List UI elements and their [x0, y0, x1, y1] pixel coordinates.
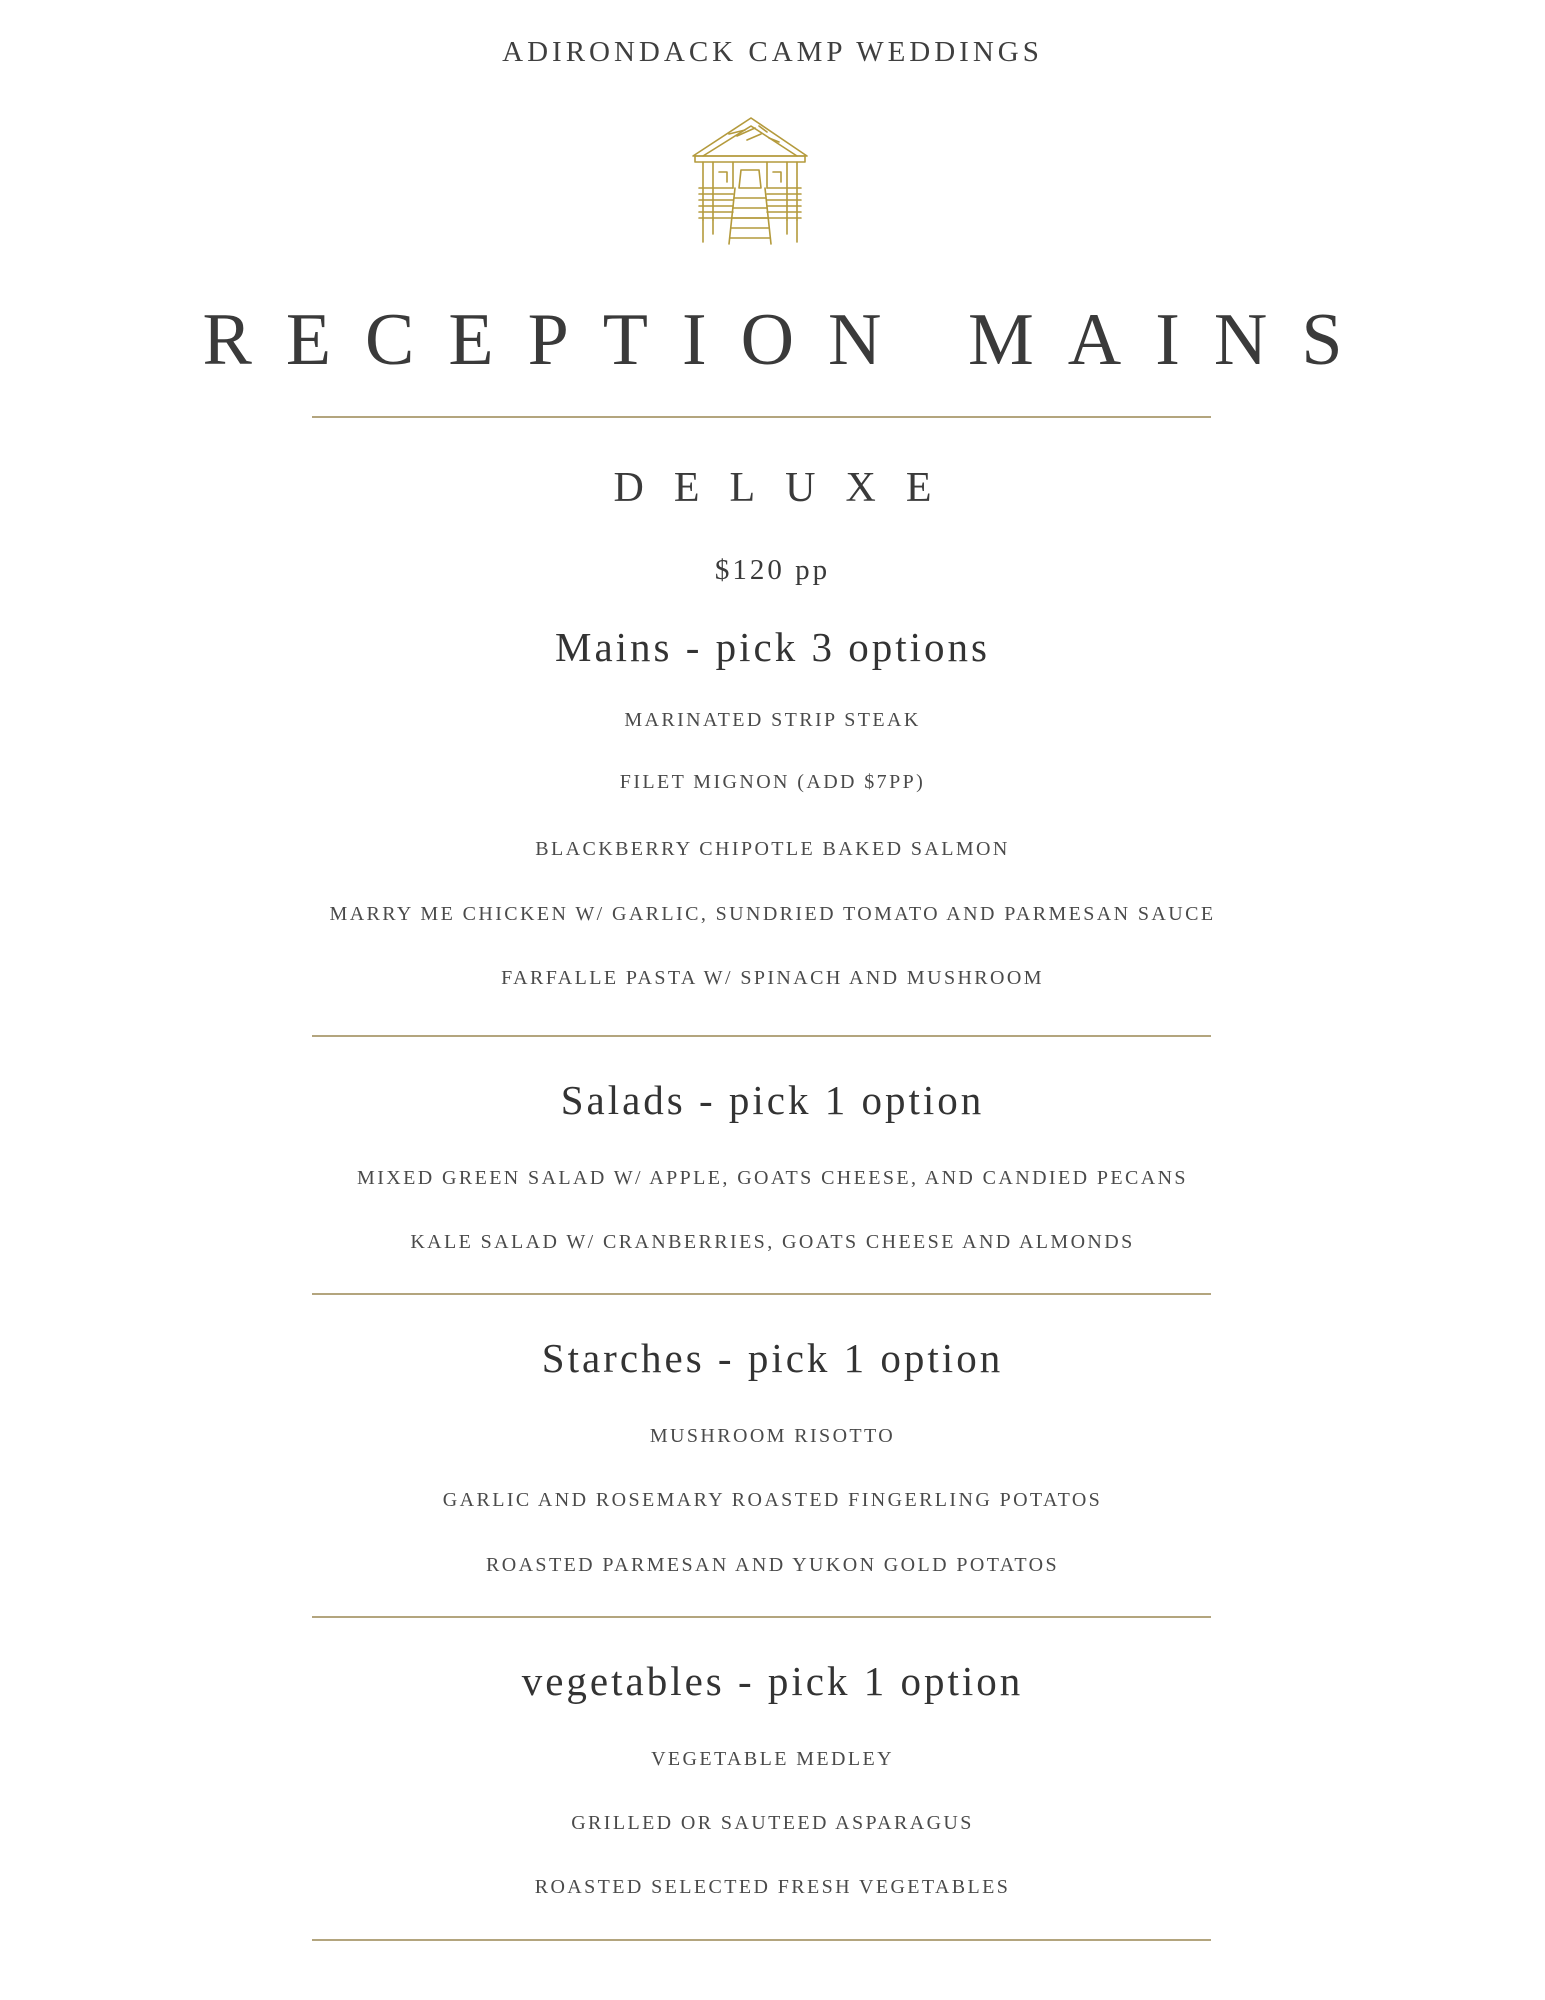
page-title: RECEPTION MAINS: [202, 299, 1377, 381]
list-item: FARFALLE PASTA W/ SPINACH AND MUSHROOM: [501, 967, 1044, 989]
section-title-vegetables: vegetables - pick 1 option: [521, 1658, 1024, 1704]
package-tier: DELUXE: [613, 465, 962, 511]
section-title-starches: Starches - pick 1 option: [541, 1335, 1004, 1381]
list-item: MARRY ME CHICKEN W/ GARLIC, SUNDRIED TOMATO AND PARMESAN SAUCE: [329, 903, 1216, 925]
gazebo-logo-icon: [689, 112, 811, 246]
list-item: VEGETABLE MEDLEY: [651, 1748, 894, 1770]
section-title-salads: Salads - pick 1 option: [560, 1077, 985, 1123]
brand-name: ADIRONDACK CAMP WEDDINGS: [502, 36, 1043, 68]
package-price: $120 pp: [714, 554, 831, 586]
list-item: KALE SALAD W/ CRANBERRIES, GOATS CHEESE AND ALMONDS: [410, 1231, 1135, 1253]
list-item: MUSHROOM RISOTTO: [649, 1425, 896, 1447]
divider: [312, 1035, 1211, 1037]
list-item: GARLIC AND ROSEMARY ROASTED FINGERLING POTATOS: [442, 1489, 1103, 1511]
list-item: GRILLED OR SAUTEED ASPARAGUS: [571, 1812, 974, 1834]
list-item: ROASTED PARMESAN AND YUKON GOLD POTATOS: [486, 1554, 1059, 1576]
list-item: MARINATED STRIP STEAK: [624, 709, 921, 731]
divider: [312, 416, 1211, 418]
list-item: BLACKBERRY CHIPOTLE BAKED SALMON: [535, 838, 1010, 860]
list-item: ROASTED SELECTED FRESH VEGETABLES: [534, 1876, 1011, 1898]
list-item: MIXED GREEN SALAD W/ APPLE, GOATS CHEESE, AND CANDIED PECANS: [357, 1167, 1188, 1189]
divider: [312, 1939, 1211, 1941]
divider: [312, 1616, 1211, 1618]
list-item: FILET MIGNON (ADD $7PP): [619, 771, 926, 793]
section-title-mains: Mains - pick 3 options: [555, 624, 990, 670]
divider: [312, 1293, 1211, 1295]
